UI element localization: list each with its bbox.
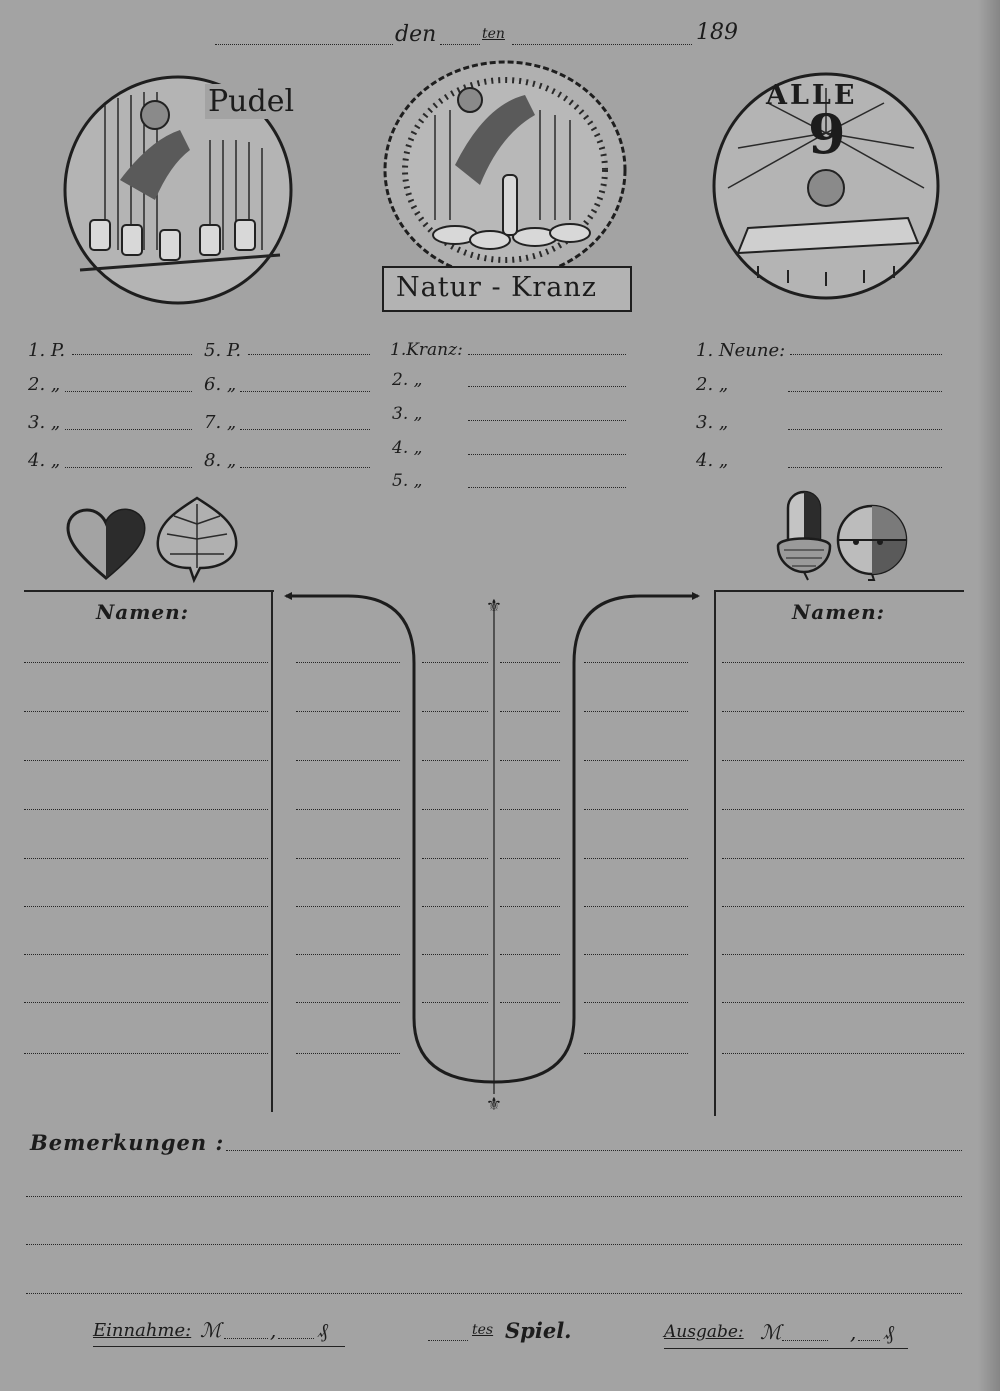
kranz-label: Natur - Kranz — [396, 272, 597, 303]
acorn-icon — [774, 490, 834, 580]
lane-left-row[interactable] — [296, 858, 400, 859]
lane-left-row[interactable] — [296, 906, 400, 907]
kranz-entry-2: 2. „ — [392, 370, 423, 390]
kranz-entry-5: 5. „ — [392, 471, 423, 491]
neune-line-3[interactable] — [788, 429, 942, 430]
right-name-row[interactable] — [722, 760, 964, 761]
left-name-row[interactable] — [24, 858, 268, 859]
kranz-line-2[interactable] — [468, 386, 626, 387]
lane-center-left-row[interactable] — [422, 906, 488, 907]
right-name-row[interactable] — [722, 906, 964, 907]
lane-left-row[interactable] — [296, 760, 400, 761]
right-table-header: Namen: — [792, 600, 886, 624]
left-name-row[interactable] — [24, 809, 268, 810]
pudel-line-4[interactable] — [65, 467, 192, 468]
lane-center-right-row[interactable] — [500, 906, 560, 907]
lane-left-row[interactable] — [296, 1053, 400, 1054]
right-name-row[interactable] — [722, 662, 964, 663]
lane-center-left-row[interactable] — [422, 954, 488, 955]
einnahme-label: Einnahme: — [93, 1320, 192, 1341]
alle-label: ALLE — [766, 80, 858, 111]
kranz-line-4[interactable] — [468, 454, 626, 455]
lane-right-row[interactable] — [584, 906, 688, 907]
ausgabe-pf-field[interactable] — [858, 1340, 880, 1341]
pudel-entry-5: 5. P. — [204, 340, 242, 361]
left-name-row[interactable] — [24, 1002, 268, 1003]
lane-center-right-row[interactable] — [500, 711, 560, 712]
pudel-line-2[interactable] — [65, 391, 192, 392]
ausgabe-comma: , — [850, 1320, 857, 1344]
lane-right-row[interactable] — [584, 760, 688, 761]
leaf-icon — [152, 494, 242, 584]
lane-right-row[interactable] — [584, 954, 688, 955]
spiel-label: Spiel. — [505, 1318, 572, 1343]
bowling-lane-diagram — [280, 588, 730, 1115]
neune-line-4[interactable] — [788, 467, 942, 468]
einnahme-comma: , — [270, 1318, 277, 1342]
right-name-row[interactable] — [722, 1053, 964, 1054]
neune-entry-1: 1. Neune: — [696, 340, 786, 361]
lane-center-right-row[interactable] — [500, 760, 560, 761]
left-table-header: Namen: — [96, 600, 190, 624]
lane-left-row[interactable] — [296, 1002, 400, 1003]
pudel-entry-8: 8. „ — [204, 450, 237, 471]
kranz-line-1[interactable] — [468, 354, 626, 355]
right-name-row[interactable] — [722, 809, 964, 810]
right-name-row[interactable] — [722, 954, 964, 955]
left-name-row[interactable] — [24, 711, 268, 712]
neune-line-2[interactable] — [788, 391, 942, 392]
einnahme-mark-field[interactable] — [224, 1338, 268, 1339]
kranz-line-3[interactable] — [468, 420, 626, 421]
lane-center-right-row[interactable] — [500, 858, 560, 859]
kranz-entry-1: 1.Kranz: — [390, 340, 463, 360]
kranz-entry-3: 3. „ — [392, 404, 423, 424]
spiel-tes: tes — [472, 1322, 494, 1338]
pudel-entry-2: 2. „ — [28, 374, 61, 395]
left-table-top-rule — [24, 590, 274, 592]
left-name-row[interactable] — [24, 954, 268, 955]
lane-left-row[interactable] — [296, 662, 400, 663]
lane-right-row[interactable] — [584, 662, 688, 663]
remarks-label: Bemerkungen : — [30, 1130, 225, 1155]
lane-center-left-row[interactable] — [422, 711, 488, 712]
ausgabe-underline — [664, 1348, 908, 1349]
remarks-line[interactable] — [226, 1150, 962, 1151]
lane-left-row[interactable] — [296, 954, 400, 955]
pudel-line-8[interactable] — [240, 467, 370, 468]
lane-left-row[interactable] — [296, 809, 400, 810]
ausgabe-pf-symbol: ₰ — [884, 1320, 894, 1344]
bell-icon — [834, 502, 914, 582]
heart-icon — [66, 508, 146, 580]
svg-text:⚜: ⚜ — [485, 596, 503, 617]
einnahme-mark-symbol: ℳ — [200, 1318, 222, 1342]
lane-center-left-row[interactable] — [422, 760, 488, 761]
lane-right-row[interactable] — [584, 1053, 688, 1054]
pudel-entry-7: 7. „ — [204, 412, 237, 433]
pudel-entry-3: 3. „ — [28, 412, 61, 433]
right-name-row[interactable] — [722, 711, 964, 712]
lane-center-right-row[interactable] — [500, 809, 560, 810]
ausgabe-mark-symbol: ℳ — [760, 1320, 782, 1344]
header-ten: ten — [482, 26, 505, 42]
right-name-row[interactable] — [722, 858, 964, 859]
remarks-line[interactable] — [26, 1244, 962, 1245]
right-name-row[interactable] — [722, 1002, 964, 1003]
neune-entry-4: 4. „ — [696, 450, 729, 471]
lane-center-left-row[interactable] — [422, 809, 488, 810]
pudel-line-1[interactable] — [72, 354, 192, 355]
pudel-entry-4: 4. „ — [28, 450, 61, 471]
einnahme-pf-field[interactable] — [278, 1338, 314, 1339]
einnahme-underline — [93, 1346, 345, 1347]
einnahme-pf-symbol: ₰ — [318, 1318, 328, 1342]
kranz-entry-4: 4. „ — [392, 438, 423, 458]
date-month-line[interactable] — [512, 44, 692, 45]
pudel-entry-6: 6. „ — [204, 374, 237, 395]
lane-center-left-row[interactable] — [422, 1002, 488, 1003]
date-day-line[interactable] — [215, 44, 393, 45]
pudel-entry-1: 1. P. — [28, 340, 66, 361]
kranz-line-5[interactable] — [468, 487, 626, 488]
header-den: den — [395, 22, 437, 47]
remarks-line[interactable] — [26, 1196, 962, 1197]
lane-right-row[interactable] — [584, 858, 688, 859]
spiel-number-field[interactable] — [428, 1340, 468, 1341]
pudel-line-7[interactable] — [240, 429, 370, 430]
right-table-vertical-rule — [714, 590, 716, 1116]
pudel-label: Pudel — [205, 84, 297, 119]
ausgabe-mark-field[interactable] — [782, 1340, 828, 1341]
pudel-line-6[interactable] — [240, 391, 370, 392]
lane-left-row[interactable] — [296, 711, 400, 712]
neune-entry-2: 2. „ — [696, 374, 729, 395]
alle-number: 9 — [808, 102, 846, 166]
left-name-row[interactable] — [24, 1053, 268, 1054]
date-ordinal-line[interactable] — [440, 44, 480, 45]
header-year: 189 — [696, 20, 738, 45]
lane-center-left-row[interactable] — [422, 662, 488, 663]
lane-center-right-row[interactable] — [500, 662, 560, 663]
left-table-vertical-rule — [271, 590, 273, 1112]
lane-center-left-row[interactable] — [422, 858, 488, 859]
remarks-line[interactable] — [26, 1293, 962, 1294]
lane-center-right-row[interactable] — [500, 954, 560, 955]
right-table-top-rule — [714, 590, 964, 592]
neune-entry-3: 3. „ — [696, 412, 729, 433]
pudel-line-3[interactable] — [65, 429, 192, 430]
lane-right-row[interactable] — [584, 809, 688, 810]
left-name-row[interactable] — [24, 760, 268, 761]
svg-text:⚜: ⚜ — [485, 1094, 503, 1115]
lane-center-right-row[interactable] — [500, 1002, 560, 1003]
ausgabe-label: Ausgabe: — [664, 1322, 744, 1342]
kranz-emblem — [375, 55, 635, 285]
pudel-line-5[interactable] — [248, 354, 370, 355]
lane-right-row[interactable] — [584, 1002, 688, 1003]
neune-line-1[interactable] — [790, 354, 942, 355]
lane-right-row[interactable] — [584, 711, 688, 712]
left-name-row[interactable] — [24, 906, 268, 907]
left-name-row[interactable] — [24, 662, 268, 663]
